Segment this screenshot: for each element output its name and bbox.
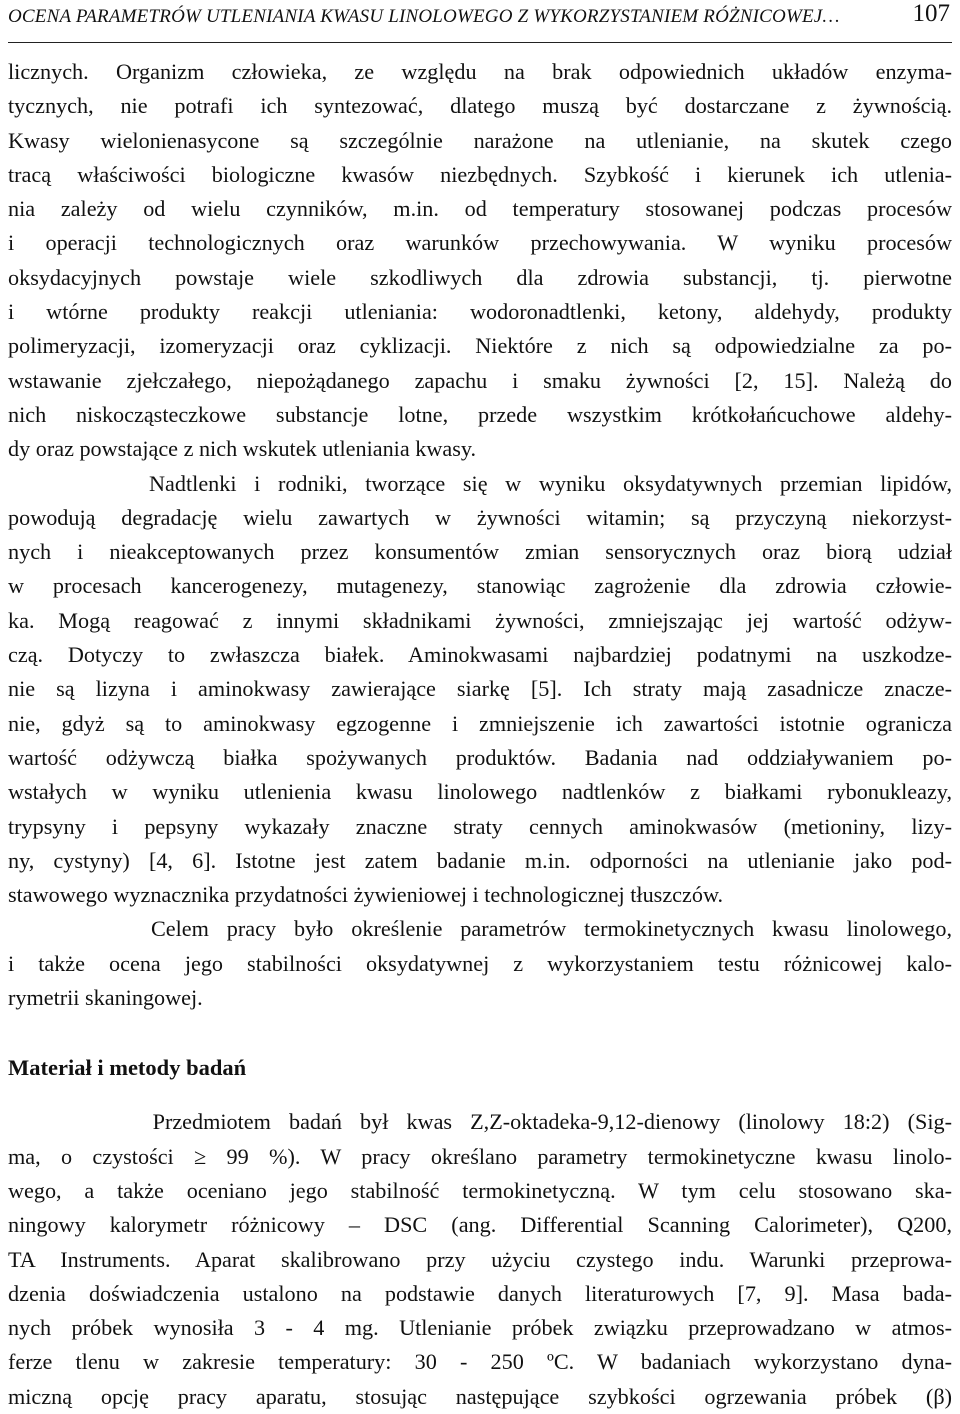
text-line: i operacji technologicznych oraz warunków przechowywania. W wyniku procesów: [8, 230, 952, 256]
text-line: wstawanie zjełczałego, niepożądanego zapachu i smaku żywności [2, 15]. Należą do: [8, 367, 952, 393]
text-line: dzenia doświadczenia ustalono na podstawie danych literaturowych [7, 9]. Masa bada-: [8, 1280, 952, 1306]
text-line: Celem pracy było określenie parametrów termokinetycznych kwasu linolowego,: [8, 916, 952, 942]
text-line: nie są lizyna i aminokwasy zawierające siarkę [5]. Ich straty mają zasadnicze znacze-: [8, 676, 952, 702]
text-line: w procesach kancerogenezy, mutagenezy, stanowiąc zagrożenie dla zdrowia człowie-: [8, 573, 952, 599]
text-line: tycznych, nie potrafi ich syntezować, dlatego muszą być dostarczane z żywnością.: [8, 93, 952, 119]
running-title: OCENA PARAMETRÓW UTLENIANIA KWASU LINOLOWEGO Z WYKORZYSTANIEM RÓŻNICOWEJ…: [8, 6, 840, 27]
text-line: czą. Dotyczy to zwłaszcza białek. Aminokwasami najbardziej podatnymi na uszkodze-: [8, 642, 952, 668]
text-line: ka. Mogą reagować z innymi składnikami żywności, zmniejszając jej wartość odżyw-: [8, 607, 952, 633]
text-line: tracą właściwości biologiczne kwasów niezbędnych. Szybkość i kierunek ich utlenia-: [8, 161, 952, 187]
text-line: polimeryzacji, izomeryzacji oraz cyklizacji. Niektóre z nich są odpowiedzialne za po-: [8, 333, 952, 359]
running-header: [8, 0, 952, 43]
text-line: nich niskocząsteczkowe substancje lotne, przede wszystkim krótkołańcuchowe aldehy-: [8, 401, 952, 427]
page-number: 107: [912, 0, 950, 27]
text-line: i wtórne produkty reakcji utleniania: wodoronadtlenki, ketony, aldehydy, produkty: [8, 299, 952, 325]
paragraph-2: [8, 467, 952, 913]
text-line: wego, a także oceniano jego stabilność termokinetyczną. W tym celu stosowano ska-: [8, 1177, 952, 1203]
document-page: [8, 0, 952, 1414]
text-line: nych próbek wynosiła 3 - 4 mg. Utlenianie próbek związku przeprowadzano w atmos-: [8, 1315, 952, 1341]
text-line: Kwasy wielonienasycone są szczególnie narażone na utlenianie, na skutek czego: [8, 127, 952, 153]
text-line: i także ocena jego stabilności oksydatywnej z wykorzystaniem testu różnicowej kalo-: [8, 950, 952, 976]
paragraph-4: [8, 1105, 952, 1414]
text-line: nia zależy od wielu czynników, m.in. od temperatury stosowanej podczas procesów: [8, 196, 952, 222]
text-line: ningowy kalorymetr różnicowy – DSC (ang. Differential Scanning Calorimeter), Q200,: [8, 1212, 952, 1238]
text-line: ferze tlenu w zakresie temperatury: 30 - 250 ºC. W badaniach wykorzystano dyna-: [8, 1349, 952, 1375]
text-line: dy oraz powstające z nich wskutek utleniania kwasy.: [8, 436, 477, 462]
text-line: trypsyny i pepsyny wykazały znaczne straty cennych aminokwasów (metioniny, lizy-: [8, 813, 952, 839]
text-line: wstałych w wyniku utlenienia kwasu linolowego nadtlenków z białkami rybonukleazy,: [8, 779, 952, 805]
text-line: miczną opcję pracy aparatu, stosując następujące szybkości ogrzewania próbek (β): [8, 1383, 952, 1409]
text-line: rymetrii skaningowej.: [8, 985, 203, 1011]
text-line: TA Instruments. Aparat skalibrowano przy użyciu czystego indu. Warunki przeprowa-: [8, 1246, 952, 1272]
text-line: stawowego wyznacznika przydatności żywieniowej i technologicznej tłuszczów.: [8, 882, 724, 908]
text-line: powodują degradację wielu zawartych w żywności witamin; są przyczyną niekorzyst-: [8, 504, 952, 530]
paragraph-1: [8, 55, 952, 467]
section-heading: Materiał i metody badań: [8, 1055, 247, 1081]
text-line: ny, cystyny) [4, 6]. Istotne jest zatem badanie m.in. odporności na utlenianie jako pod-: [8, 847, 952, 873]
text-line: wartość odżywczą białka spożywanych produktów. Badania nad oddziaływaniem po-: [8, 744, 952, 770]
text-line: nych i nieakceptowanych przez konsumentów zmian sensorycznych oraz biorą udział: [8, 539, 952, 565]
text-line: oksydacyjnych powstaje wiele szkodliwych dla zdrowia substancji, tj. pierwotne: [8, 264, 952, 290]
text-line: licznych. Organizm człowieka, ze względu na brak odpowiednich układów enzyma-: [8, 59, 952, 84]
text-line: nie, gdyż są to aminokwasy egzogenne i zmniejszenie ich zawartości istotnie ogranicza: [8, 710, 952, 736]
text-line: ma, o czystości ≥ 99 %). W pracy określano parametry termokinetyczne kwasu linolo-: [8, 1143, 952, 1169]
text-line: Przedmiotem badań był kwas Z,Z-oktadeka-9,12-dienowy (linolowy 18:2) (Sig-: [8, 1109, 952, 1135]
text-line: Nadtlenki i rodniki, tworzące się w wyniku oksydatywnych przemian lipidów,: [8, 470, 952, 496]
paragraph-3: [8, 912, 952, 1015]
